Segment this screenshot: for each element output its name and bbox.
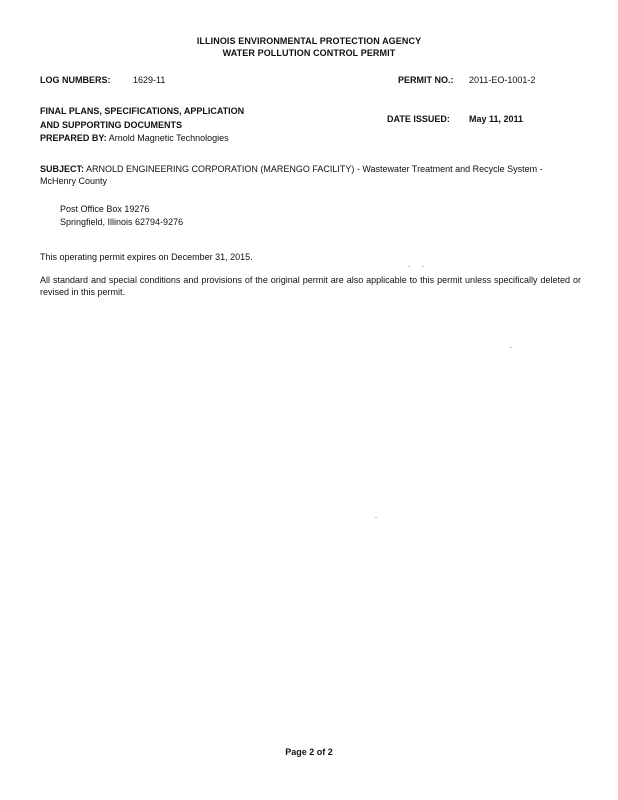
address-line-1: Post Office Box 19276 [60, 204, 150, 214]
date-issued-value: May 11, 2011 [469, 114, 524, 124]
conditions-paragraph: All standard and special conditions and provisions of the original permit are also applicable to this permit unless specifically deleted or revised in this permit. [40, 275, 581, 297]
prepared-by [40, 132, 229, 144]
log-numbers-label: LOG NUMBERS: [40, 75, 111, 85]
subject [40, 163, 580, 187]
document-header [0, 35, 618, 59]
page-number: Page 2 of 2 [285, 747, 333, 757]
scan-speck [375, 517, 377, 518]
final-plans-line-2: AND SUPPORTING DOCUMENTS [40, 120, 183, 130]
scan-speck [422, 266, 424, 267]
final-plans-line-1: FINAL PLANS, SPECIFICATIONS, APPLICATION [40, 106, 245, 116]
prepared-by-label: PREPARED BY: [40, 133, 107, 143]
scan-speck [408, 266, 410, 267]
expiration-statement: This operating permit expires on December 31, 2015. [40, 252, 253, 262]
address-line-2: Springfield, Illinois 62794-9276 [60, 217, 184, 227]
scan-speck [510, 347, 512, 348]
subject-text: ARNOLD ENGINEERING CORPORATION (MARENGO FACILITY) - Wastewater Treatment and Recycle System - McHenry County [40, 164, 543, 186]
agency-name: ILLINOIS ENVIRONMENTAL PROTECTION AGENCY [196, 36, 422, 46]
prepared-by-value: Arnold Magnetic Technologies [108, 133, 229, 143]
subject-label: SUBJECT: [40, 164, 85, 174]
permit-title: WATER POLLUTION CONTROL PERMIT [222, 48, 396, 58]
log-numbers-value: 1629-11 [133, 75, 166, 85]
permit-number-label: PERMIT NO.: [398, 75, 454, 85]
permit-number-value: 2011-EO-1001-2 [469, 75, 536, 85]
date-issued-label: DATE ISSUED: [387, 114, 450, 124]
